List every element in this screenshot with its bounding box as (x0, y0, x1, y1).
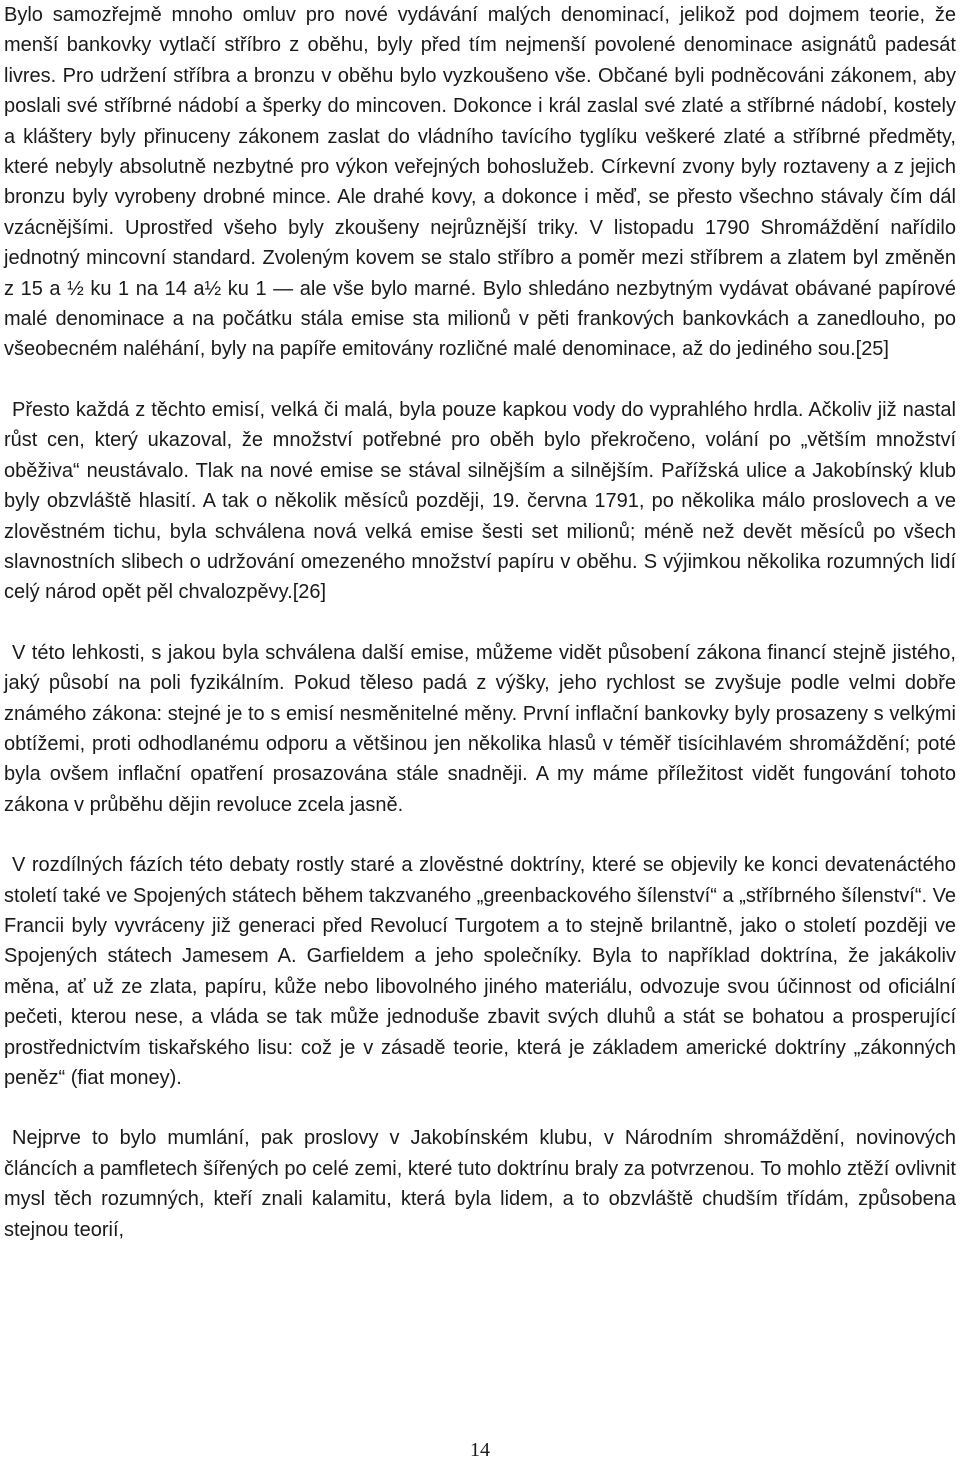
document-page (4, 0, 956, 1245)
paragraph-3: V této lehkosti, s jakou byla schválena další emise, můžeme vidět působení zákona financí stejně jistého, jaký působí na poli fyzikálním. Pokud těleso padá z výšky, jeho rychlost se zvyšuje podle velmi dobře známého zákona: stejné je to s emisí nesměnitelné měny. První inflační bankovky byly prosazeny s velkými obtížemi, proti odhodlanému odporu a většinou jen několika hlasů v téměř tisícihlavém shromáždění; poté byla ovšem inflační opatření prosazována stále snadněji. A my máme příležitost vidět fungování tohoto zákona v průběhu dějin revoluce zcela jasně. (4, 641, 956, 816)
paragraph-4: V rozdílných fázích této debaty rostly staré a zlověstné doktríny, které se objevily ke konci devatenáctého století také ve Spojených státech během takzvaného „greenbackového šílenství“ a „stříbrného šílenství“. Ve Francii byly vyvráceny již generaci před Revolucí Turgotem a to stejně brilantně, jako o století později ve Spojených státech Jamesem A. Garfieldem a jeho společníky. Byla to například doktrína, že jakákoliv měna, ať už ze zlata, papíru, kůže nebo libovolného jiného materiálu, odvozuje svou účinnost od oficiální pečeti, kterou nese, a vláda se tak může jednoduše zbavit svých dluhů a stát se bohatou a prosperující prostřednictvím tiskařského lisu: což je v zásadě teorie, která je základem americké doktríny „zákonných peněz“ (fiat money). (4, 854, 956, 1089)
page-number: 14 (470, 1439, 490, 1461)
paragraph-1: Bylo samozřejmě mnoho omluv pro nové vydávání malých denominací, jelikož pod dojmem teorie, že menší bankovky vytlačí stříbro z oběhu, byly před tím nejmenší povolené denominace asignátů padesát livres. Pro udržení stříbra a bronzu v oběhu bylo vyzkoušeno vše. Občané byli podněcováni zákonem, aby poslali své stříbrné nádobí a šperky do mincoven. Dokonce i král zaslal své zlaté a stříbrné nádobí, kostely a kláštery byly přinuceny zákonem zaslat do vládního tavícího tyglíku veškeré zlaté a stříbrné předměty, které nebyly absolutně nezbytné pro výkon veřejných bohoslužeb. Církevní zvony byly roztaveny a z jejich bronzu byly vyrobeny drobné mince. Ale drahé kovy, a dokonce i měď, se přesto všechno stávaly čím dál vzácnějšími. Uprostřed všeho byly zkoušeny nejrůznější triky. V listopadu 1790 Shromáždění nařídilo jednotný mincovní standard. Zvoleným kovem se stalo stříbro a poměr mezi stříbrem a zlatem byl změněn z 15 a ½ ku 1 na 14 a½ ku 1 — ale vše bylo marné. Bylo shledáno nezbytným vydávat obávané papírové malé denominace a na počátku stála emise sta milionů v pěti frankových bankovkách a zanedlouho, po všeobecném naléhání, byly na papíře emitovány rozličné malé denominace, až do jediného sou.[25] (4, 4, 956, 361)
paragraph-2: Přesto každá z těchto emisí, velká či malá, byla pouze kapkou vody do vyprahlého hrdla. Ačkoliv již nastal růst cen, který ukazoval, že množství potřebné pro oběh bylo překročeno, volání po „větším množství oběživa“ neustávalo. Tlak na nové emise se stával silnějším a silnějším. Pařížská ulice a Jakobínský klub byly obzvláště hlasití. A tak o několik měsíců později, 19. června 1791, po několika málo proslovech a ve zlověstném tichu, byla schválena nová velká emise šesti set milionů; méně než devět měsíců po všech slavnostních slibech o udržování omezeného množství papíru v oběhu. S výjimkou několika rozumných lidí celý národ opět pěl chvalozpěvy.[26] (4, 398, 956, 604)
paragraph-5: Nejprve to bylo mumlání, pak proslovy v Jakobínském klubu, v Národním shromáždění, novinových článcích a pamfletech šířených po celé zemi, které tuto doktrínu braly za potvrzenou. To mohlo ztěží ovlivnit mysl těch rozumných, kteří znali kalamitu, která byla lidem, a to obzvláště chudším třídám, způsobena stejnou teorií, (4, 1127, 956, 1241)
